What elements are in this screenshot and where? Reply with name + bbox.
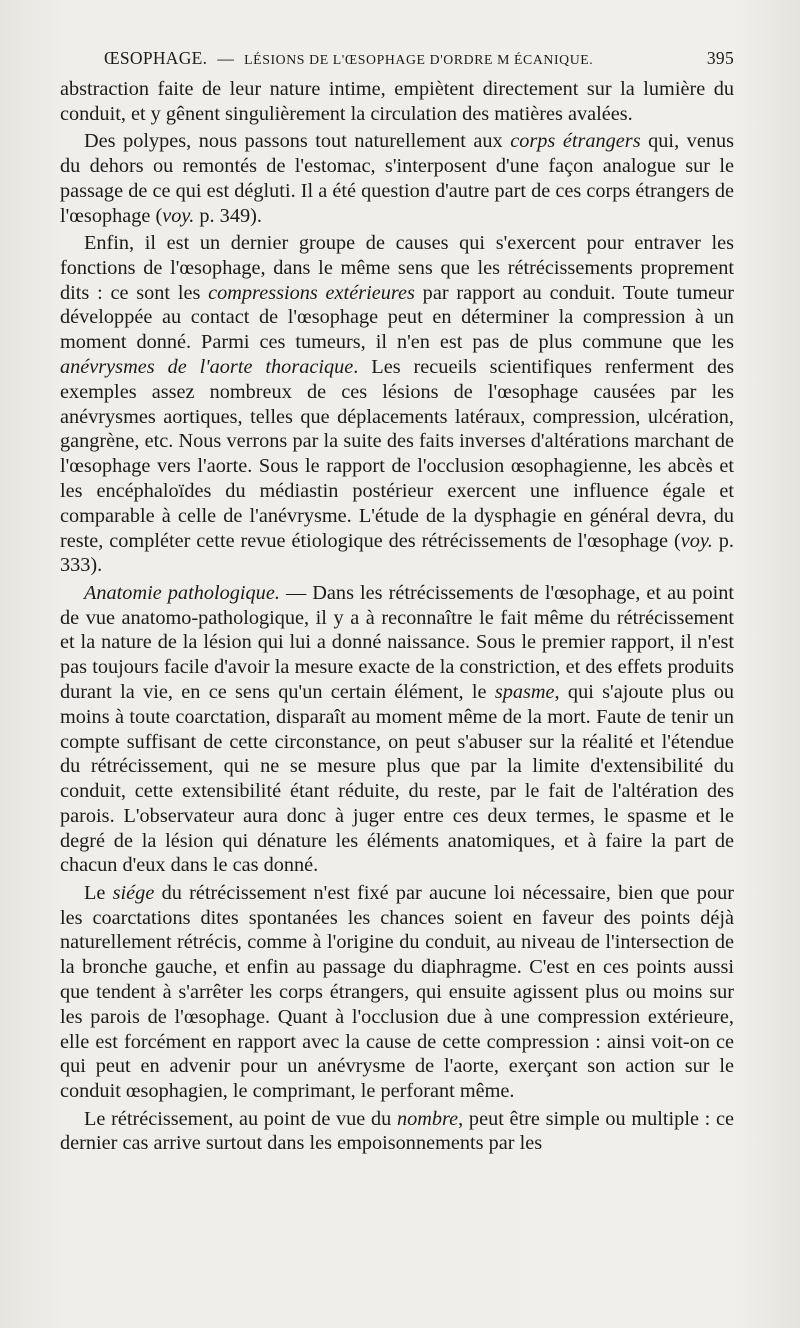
- text-run: , peut être simple ou multiple : ce dernier cas arrive surtout dans les empoisonnements par les: [60, 1107, 734, 1155]
- text-run: , qui s'ajoute plus ou moins à toute coarctation, disparaît au moment même de la mort. Faute de tenir un compte suffisant de cette circonstance, on peut s'abuser sur la réalité et l'étendue du rétrécissement, qui ne se mesure plus que par la limite d'extensibilité du conduit, cette extensibilité étant réduite, du reste, par le fait de l'altération des parois. L'observateur aura donc à juger entre ces deux termes, le spasme et le degré de la lésion qui dénature les éléments anatomiques, et à faire la part de chacun d'eux dans le cas donné.: [60, 680, 734, 877]
- italic-text: voy.: [680, 529, 713, 552]
- text-run: qui, venus du dehors ou remontés de l'estomac, s'interposent d'une façon analogue sur le passage de ce qui est dégluti. Il a été question d'autre part de ces corps étrangers de l'œsophage (: [60, 130, 734, 227]
- text-run: p. 349).: [194, 204, 262, 227]
- italic-text: corps étrangers: [510, 130, 641, 153]
- running-header: [104, 48, 734, 69]
- header-dash: —: [217, 49, 235, 68]
- text-run: p. 333).: [60, 529, 735, 577]
- paragraph: [60, 231, 734, 578]
- text-run: . Les recueils scientifiques renferment des exemples assez nombreux de ces lésions de l'œsophage causées par les anévrysmes aortiques, telles que déplacements latéraux, compression, ulcération, gangrène, etc. Nous verrons par la suite des faits inverses d'altérations marchant de l'œsophage vers l'aorte. Sous le rapport de l'occlusion œsophagienne, les abcès et les encéphaloïdes du médiastin postérieur exercent une influence égale et comparable à celle de l'anévrysme. L'étude de la dysphagie en général devra, du reste, compléter cette revue étiologique des rétrécissements de l'œsophage (: [60, 355, 734, 552]
- paragraph: [60, 581, 734, 879]
- italic-text: nombre: [396, 1107, 459, 1130]
- paragraph: [60, 881, 734, 1104]
- text-run: Des polypes, nous passons tout naturellement aux: [84, 130, 511, 153]
- text-run: Le: [84, 881, 113, 904]
- paragraph: [60, 77, 734, 127]
- text-run: — Dans les rétrécissements de l'œsophage, et au point de vue anatomo-pathologique, il y a à reconnaître le fait même du rétrécissement et la nature de la lésion qui lui a donné naissance. Sous le premier rapport, il n'est pas toujours facile d'avoir la mesure exacte de la constriction, et des effets produits durant la vie, en ce sens qu'un certain élément, le: [60, 581, 734, 703]
- italic-text: spasme: [494, 680, 555, 703]
- italic-text: siége: [112, 881, 155, 904]
- italic-text: compressions extérieures: [208, 281, 415, 304]
- body-text: [60, 77, 734, 1156]
- running-subtitle: LÉSIONS DE L'ŒSOPHAGE D'ORDRE M ÉCANIQUE.: [244, 52, 594, 67]
- italic-text: anévrysmes de l'aorte thoracique: [60, 355, 354, 378]
- running-header-left: [104, 48, 593, 69]
- text-run: Enfin, il est un dernier groupe de causes qui s'exercent pour entraver les fonctions de l'œsophage, dans le même sens que les rétrécissements proprement dits : ce sont les: [60, 231, 734, 304]
- text-run: abstraction faite de leur nature intime, empiètent directement sur la lumière du conduit, et y gênent singulièrement la circulation des matières avalées.: [60, 78, 734, 125]
- italic-text: voy.: [162, 204, 195, 227]
- paragraph: [60, 129, 734, 228]
- italic-text: Anatomie pathologique.: [84, 581, 280, 604]
- paragraph: [60, 1107, 734, 1157]
- text-run: Le rétrécissement, au point de vue du: [84, 1107, 397, 1130]
- text-run: du rétrécissement n'est fixé par aucune loi nécessaire, bien que pour les coarctations dites spontanées les chances soient en faveur des points déjà naturellement rétrécis, comme à l'origine du conduit, au niveau de l'intersection de la bronche gauche, et enfin au passage du diaphragme. C'est en ces points aussi que tendent à s'arrêter les corps étrangers, qui ensuite agissent plus ou moins sur les parois de l'œsophage. Quant à l'occlusion due à une compression extérieure, elle est forcément en rapport avec la cause de cette compression : ainsi voit-on ce qui peut en advenir pour un anévrysme de l'aorte, exerçant son action sur le conduit œsophagien, le comprimant, le perforant même.: [60, 881, 734, 1103]
- text-run: par rapport au conduit. Toute tumeur développée au contact de l'œsophage peut en déterminer la compression à un moment donné. Parmi ces tumeurs, il n'en est pas de plus commune que les: [60, 281, 734, 354]
- running-title: ŒSOPHAGE.: [104, 48, 208, 68]
- page-number: 395: [706, 48, 734, 68]
